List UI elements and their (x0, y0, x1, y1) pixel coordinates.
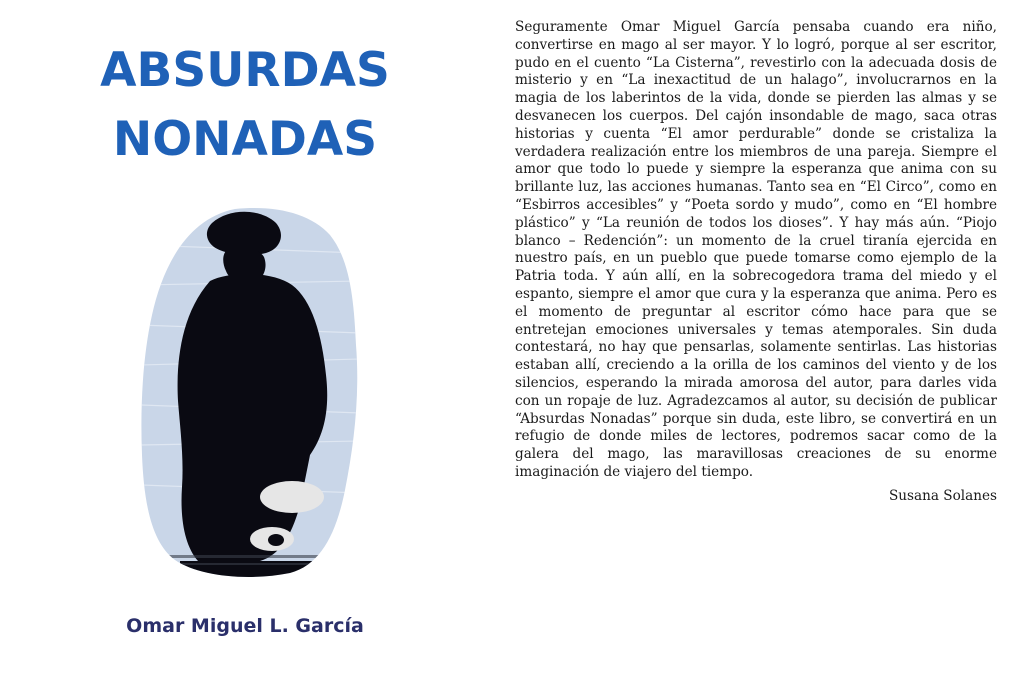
cover-title-line-1: ABSURDAS (100, 43, 390, 98)
blurb-signature: Susana Solanes (888, 488, 997, 504)
cover-author: Omar Miguel L. García (126, 615, 364, 637)
cover-title-line-2: NONADAS (112, 112, 378, 167)
cover-illustration (140, 205, 360, 577)
back-cover-blurb: Seguramente Omar Miguel García pensaba cuando era niño, convertirse en mago al ser mayor. Y lo logró, porque al ser escritor, pudo en el cuento “La Cisterna”, revestirlo con la adecuada dosis de misterio y en “La inexactitud de un halago”, involucrarnos en la magia de los laberintos de la vida, donde se pierden las almas y se desvanecen los cuerpos. Del cajón insondable de mago, saca otras historias y cuenta “El amor perdurable” donde se cristaliza la verdadera realización entre los miembros de una pareja. Siempre el amor que todo lo puede y siempre la esperanza que anima con su brillante luz, las acciones humanas. Tanto sea en “El Circo”, como en “Esbirros accesibles” y “Poeta sordo y mudo”, como en “El hombre plástico” y “La reunión de todos los dioses”. Y hay más aún. “Piojo blanco – Redención”: un momento de la cruel tiranía ejercida en nuestro país, en un pueblo que puede tomarse como ejemplo de la Patria toda. Y aún allí, en la sobrecogedora trama del miedo y el espanto, siempre el amor que cura y la esperanza que anima. Pero es el momento de preguntar al escritor cómo hace para que se entretejan emociones universales y temas atemporales. Sin duda contestará, no hay que pensarlas, solamente sentirlas. Las historias estaban allí, creciendo a la orilla de los caminos del viento y de los silencios, esperando la mirada amorosa del autor, para darles vida con un ropaje de luz. Agradezcamos al autor, su decisión de publicar “Absurdas Nonadas” porque sin duda, este libro, se convertirá en un refugio de donde miles de lectores, podremos sacar como de la galera del mago, las maravillosas creaciones de su enorme imaginación de viajero del tiempo. (515, 19, 997, 480)
